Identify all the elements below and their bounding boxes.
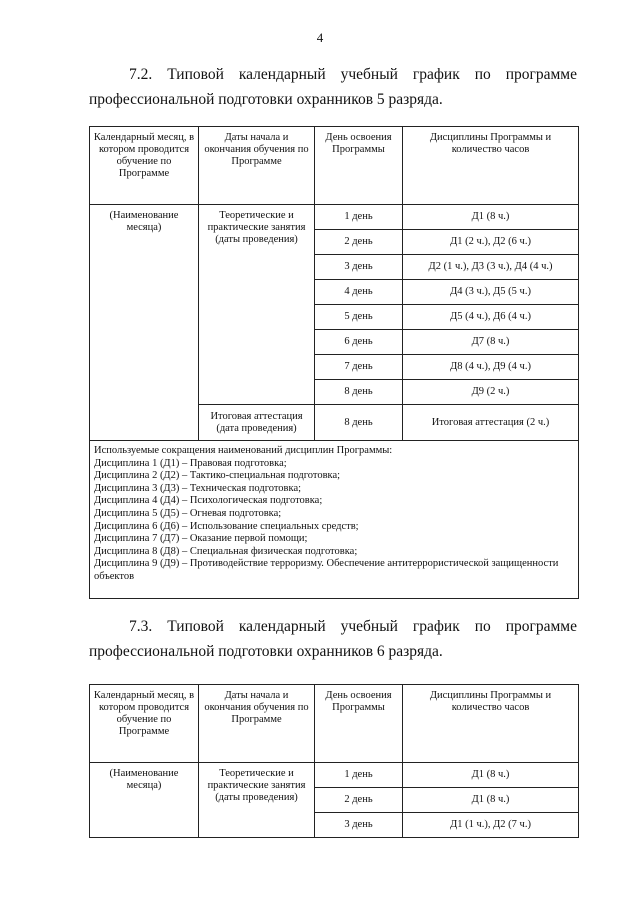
discipline-cell: Д1 (8 ч.) (403, 763, 579, 788)
abbreviation-item: Дисциплина 8 (Д8) – Специальная физическая подготовка; (94, 545, 358, 557)
abbreviation-item: Дисциплина 3 (Д3) – Техническая подготовка; (94, 482, 302, 494)
day-cell: 6 день (315, 330, 403, 355)
day-cell: 4 день (315, 280, 403, 305)
day-cell: 3 день (315, 255, 403, 280)
discipline-cell: Д2 (1 ч.), Д3 (3 ч.), Д4 (4 ч.) (403, 255, 579, 280)
section-7-3-heading-line2: профессиональной подготовки охранников 6 разряда. (89, 643, 443, 660)
day-cell: 2 день (315, 788, 403, 813)
abbreviation-item: Дисциплина 5 (Д5) – Огневая подготовка; (94, 507, 282, 519)
abbreviations-intro: Используемые сокращения наименований дисциплин Программы: (94, 445, 393, 456)
month-cell: (Наименование месяца) (90, 205, 199, 441)
header-dates: Даты начала и окончания обучения по Программе (199, 127, 315, 205)
table-header-row (90, 127, 579, 205)
discipline-cell: Итоговая аттестация (2 ч.) (403, 405, 579, 441)
abbreviations-row (90, 441, 579, 599)
header-dates: Даты начала и окончания обучения по Программе (199, 685, 315, 763)
header-disciplines: Дисциплины Программы и количество часов (403, 685, 579, 763)
abbreviation-item: Дисциплина 4 (Д4) – Психологическая подготовка; (94, 495, 323, 507)
section-7-2-heading-line2: профессиональной подготовки охранников 5 разряда. (89, 91, 443, 108)
discipline-cell: Д1 (1 ч.), Д2 (7 ч.) (403, 813, 579, 838)
header-disciplines: Дисциплины Программы и количество часов (403, 127, 579, 205)
day-cell: 2 день (315, 230, 403, 255)
header-calendar-month: Календарный месяц, в котором проводится обучение по Программе (90, 127, 199, 205)
schedule-table-grade-6 (89, 684, 579, 838)
theory-cell: Теоретические и практические занятия (даты проведения) (199, 205, 315, 405)
schedule-table-grade-5 (89, 126, 579, 599)
abbreviation-item: Дисциплина 1 (Д1) – Правовая подготовка; (94, 457, 287, 469)
day-cell: 8 день (315, 380, 403, 405)
day-cell: 3 день (315, 813, 403, 838)
discipline-cell: Д4 (3 ч.), Д5 (5 ч.) (403, 280, 579, 305)
theory-cell: Теоретические и практические занятия (даты проведения) (199, 763, 315, 838)
section-7-2-heading (89, 62, 577, 112)
day-cell: 1 день (315, 205, 403, 230)
table-row (90, 205, 579, 230)
section-7-2-heading-line1: 7.2. Типовой календарный учебный график по программе (129, 66, 577, 83)
day-cell: 1 день (315, 763, 403, 788)
day-cell: 8 день (315, 405, 403, 441)
discipline-cell: Д7 (8 ч.) (403, 330, 579, 355)
abbreviations-cell (90, 441, 579, 599)
discipline-cell: Д8 (4 ч.), Д9 (4 ч.) (403, 355, 579, 380)
abbreviation-item: Дисциплина 7 (Д7) – Оказание первой помощи; (94, 533, 308, 545)
header-day: День освоения Программы (315, 127, 403, 205)
month-cell: (Наименование месяца) (90, 763, 199, 838)
discipline-cell: Д1 (8 ч.) (403, 788, 579, 813)
final-attestation-label: Итоговая аттестация (дата проведения) (199, 405, 315, 441)
section-7-3-heading-line1: 7.3. Типовой календарный учебный график по программе (129, 618, 577, 635)
discipline-cell: Д9 (2 ч.) (403, 380, 579, 405)
header-calendar-month: Календарный месяц, в котором проводится обучение по Программе (90, 685, 199, 763)
table-row (90, 763, 579, 788)
day-cell: 7 день (315, 355, 403, 380)
abbreviation-item: Дисциплина 6 (Д6) – Использование специальных средств; (94, 520, 359, 532)
discipline-cell: Д5 (4 ч.), Д6 (4 ч.) (403, 305, 579, 330)
day-cell: 5 день (315, 305, 403, 330)
section-7-3-heading (89, 614, 577, 664)
discipline-cell: Д1 (8 ч.) (403, 205, 579, 230)
abbreviation-item: Дисциплина 2 (Д2) – Тактико-специальная подготовка; (94, 470, 341, 482)
discipline-cell: Д1 (2 ч.), Д2 (6 ч.) (403, 230, 579, 255)
abbreviation-item: Дисциплина 9 (Д9) – Противодействие терроризму. Обеспечение антитеррористической защищенности объектов (94, 558, 559, 582)
header-day: День освоения Программы (315, 685, 403, 763)
page-number: 4 (316, 30, 324, 45)
table-header-row (90, 685, 579, 763)
